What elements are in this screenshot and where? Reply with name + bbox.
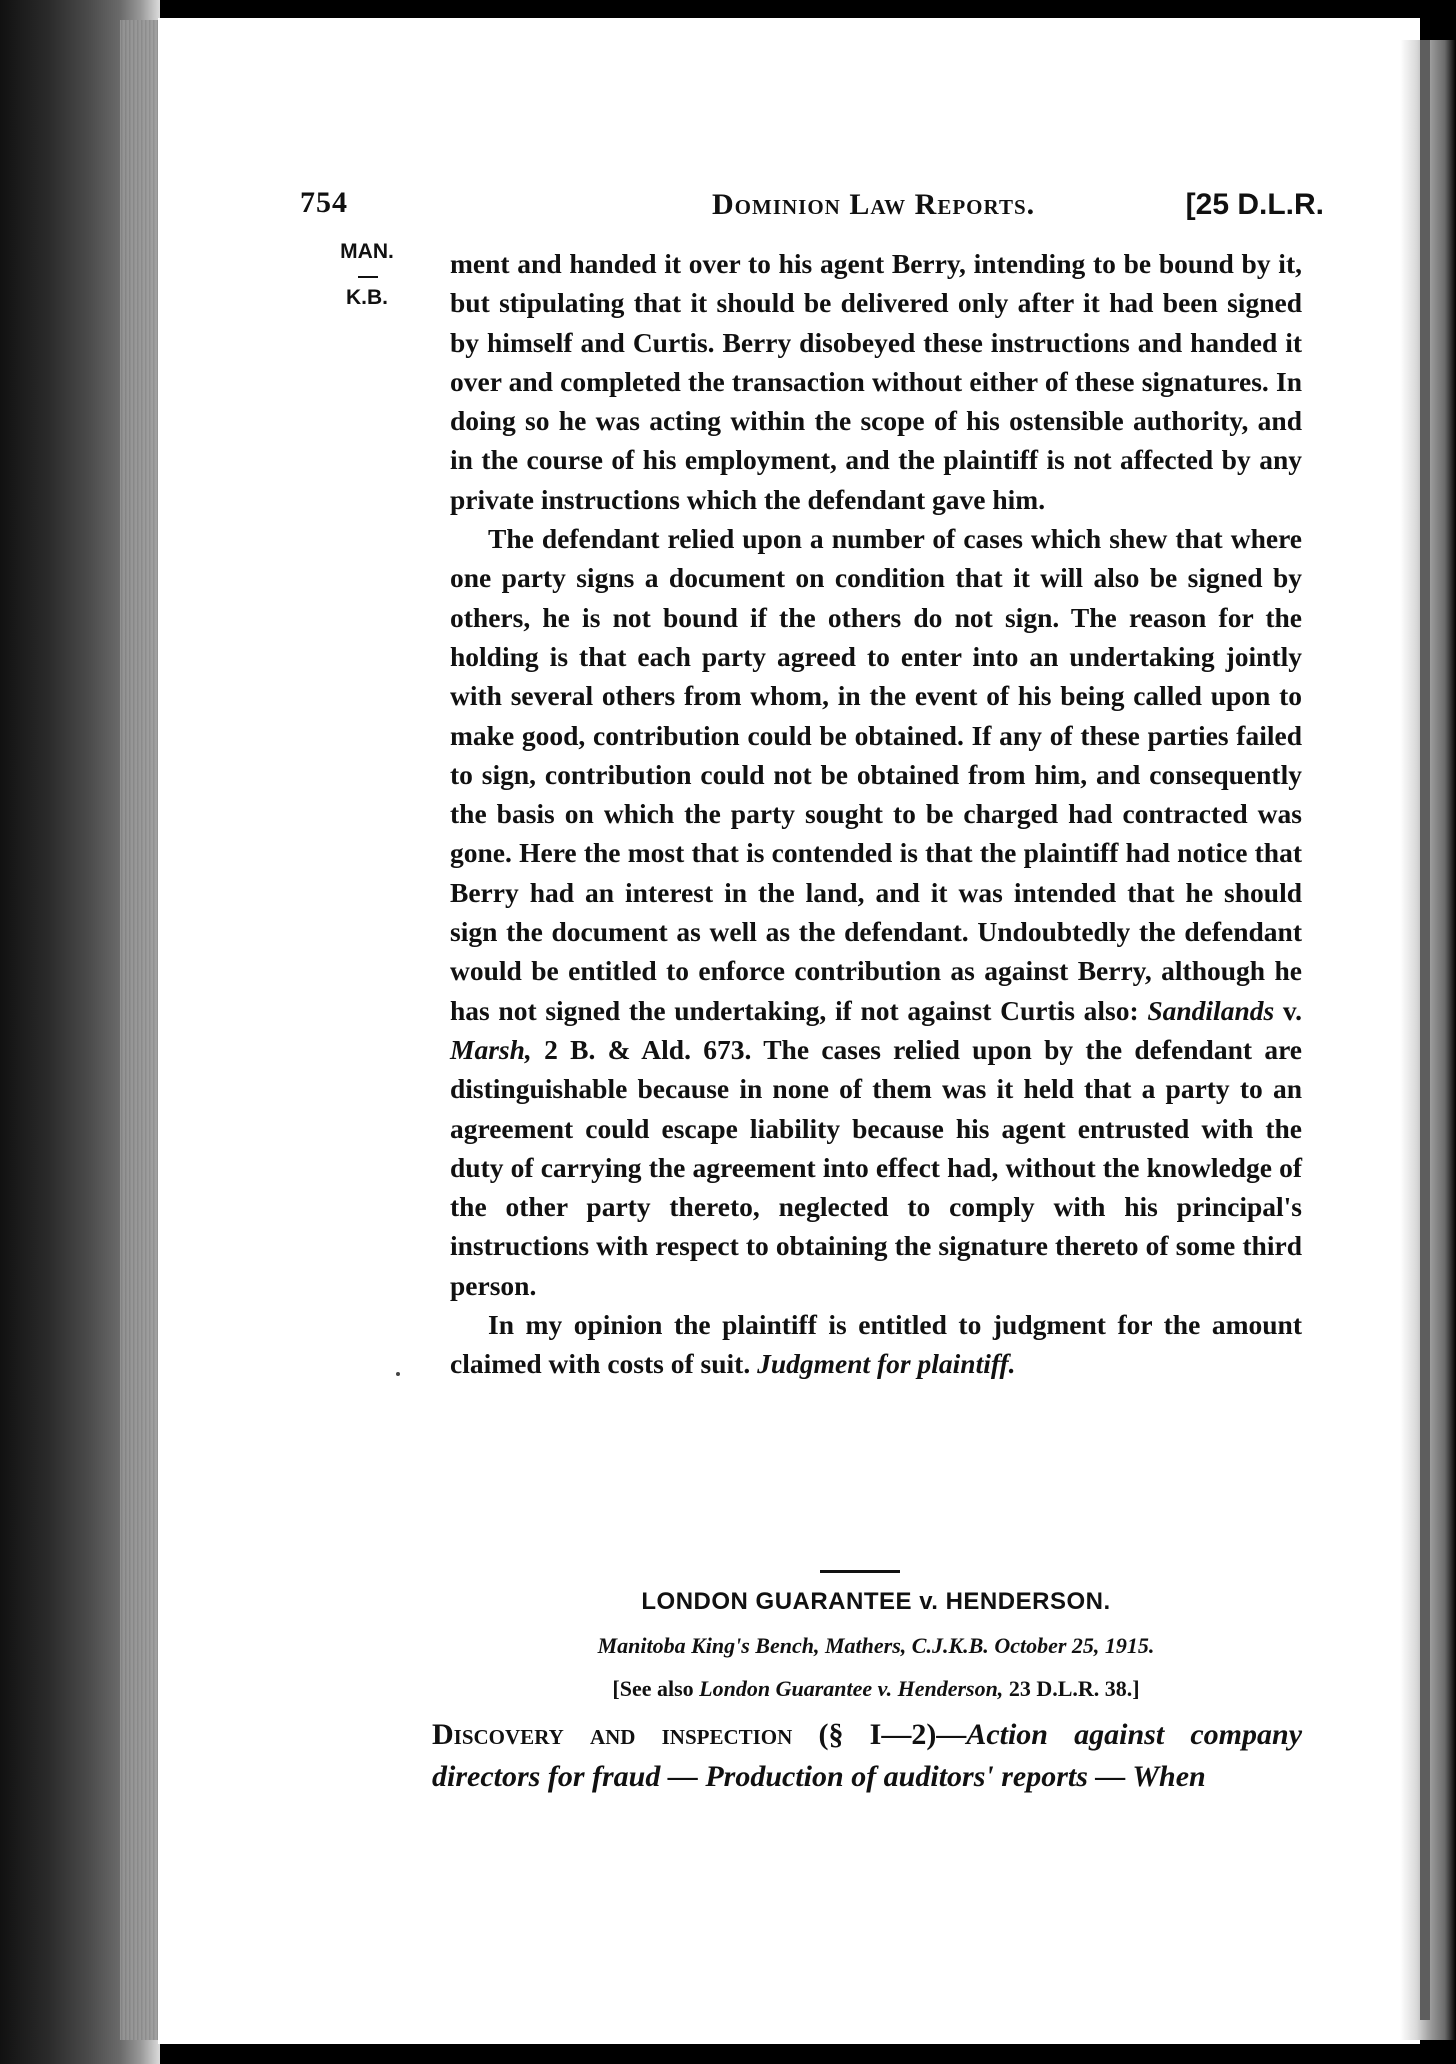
paragraph-1: ment and handed it over to his agent Berry, intending to be bound by it, but stipulating that it should be delivered only after it had been signed by himself and Curtis. Berry disobeyed these instructions and handed it over and completed the transaction without either of these signatures. In doing so he was acting within the scope of his ostensible authority, and in the course of his employment, and the plaintiff is not affected by any private instructions which the defendant gave him. [450,248,1302,515]
page-stack-edge [120,20,160,2040]
journal-title: Dominion Law Reports. [712,188,1036,221]
court-and-judge: Manitoba King's Bench, Mathers, C.J.K.B. [597,1633,989,1658]
headnote-topic: Discovery and inspection [432,1718,793,1751]
decision-date: October 25, 1915. [994,1633,1155,1658]
see-also-reference [450,1676,1302,1702]
paragraph-2 [450,519,1302,1305]
judgment-result: Judgment for plaintiff. [757,1348,1016,1380]
see-also-citation: 23 D.L.R. 38.] [1008,1676,1140,1701]
volume-reference: [25 D.L.R. [1185,188,1324,221]
running-head [300,186,1324,226]
margin-court-note [332,240,402,320]
paragraph-3 [450,1305,1302,1384]
margin-mark [396,1372,400,1376]
case-versus: v. [1282,994,1302,1026]
paragraph-3-text: In my opinion the plaintiff is entitled to judgment for the amount claimed with costs of suit. [450,1309,1302,1380]
margin-province: MAN. [340,240,394,263]
see-also-prefix: [See also [612,1676,694,1701]
margin-rule [358,276,378,278]
margin-court: K.B. [346,286,388,309]
see-also-case: London Guarantee v. Henderson, [699,1676,1004,1701]
facing-page-edge [1420,40,1430,2020]
page-number: 754 [300,186,348,219]
case-divider [820,1570,900,1573]
headnote [432,1714,1302,1798]
headnote-section: (§ I—2)— [818,1718,967,1751]
next-case-court-line [450,1633,1302,1659]
case-name-sandilands: Sandilands [1147,994,1275,1026]
judgment-body [450,244,1302,1384]
next-case-title: LONDON GUARANTEE v. HENDERSON. [641,1588,1111,1615]
paragraph-2-text-a: The defendant relied upon a number of cases which shew that where one party signs a document on condition that it will also be signed by others, he is not bound if the others do not sign. The reason for the holding is that each party agreed to enter into an undertaking jointly with several others from whom, in the event of his being called upon to make good, contribution could be obtained. If any of these parties failed to sign, contribution could not be obtained from him, and consequently the basis on which the party sought to be charged had contracted was gone. Here the most that is contended is that the plaintiff had notice that Berry had an interest in the land, and it was intended that he should sign the document as well as the defendant. Undoubtedly the defendant would be entitled to enforce contribution as against Berry, although he has not signed the undertaking, if not against Curtis also: [450,523,1302,1026]
case-name-marsh: Marsh, [450,1033,532,1065]
headnote-summary: Action against company directors for fraud — Production of auditors' reports — When [432,1718,1303,1793]
paragraph-2-text-b: 2 B. & Ald. 673. The cases relied upon by the defendant are distinguishable because in none of them was it held that a party to an agreement could escape liability because his agent entrusted with the duty of carrying the agreement into effect had, without the knowledge of the other party thereto, neglected to comply with his principal's instructions with respect to obtaining the signature thereto of some third person. [450,1033,1302,1301]
